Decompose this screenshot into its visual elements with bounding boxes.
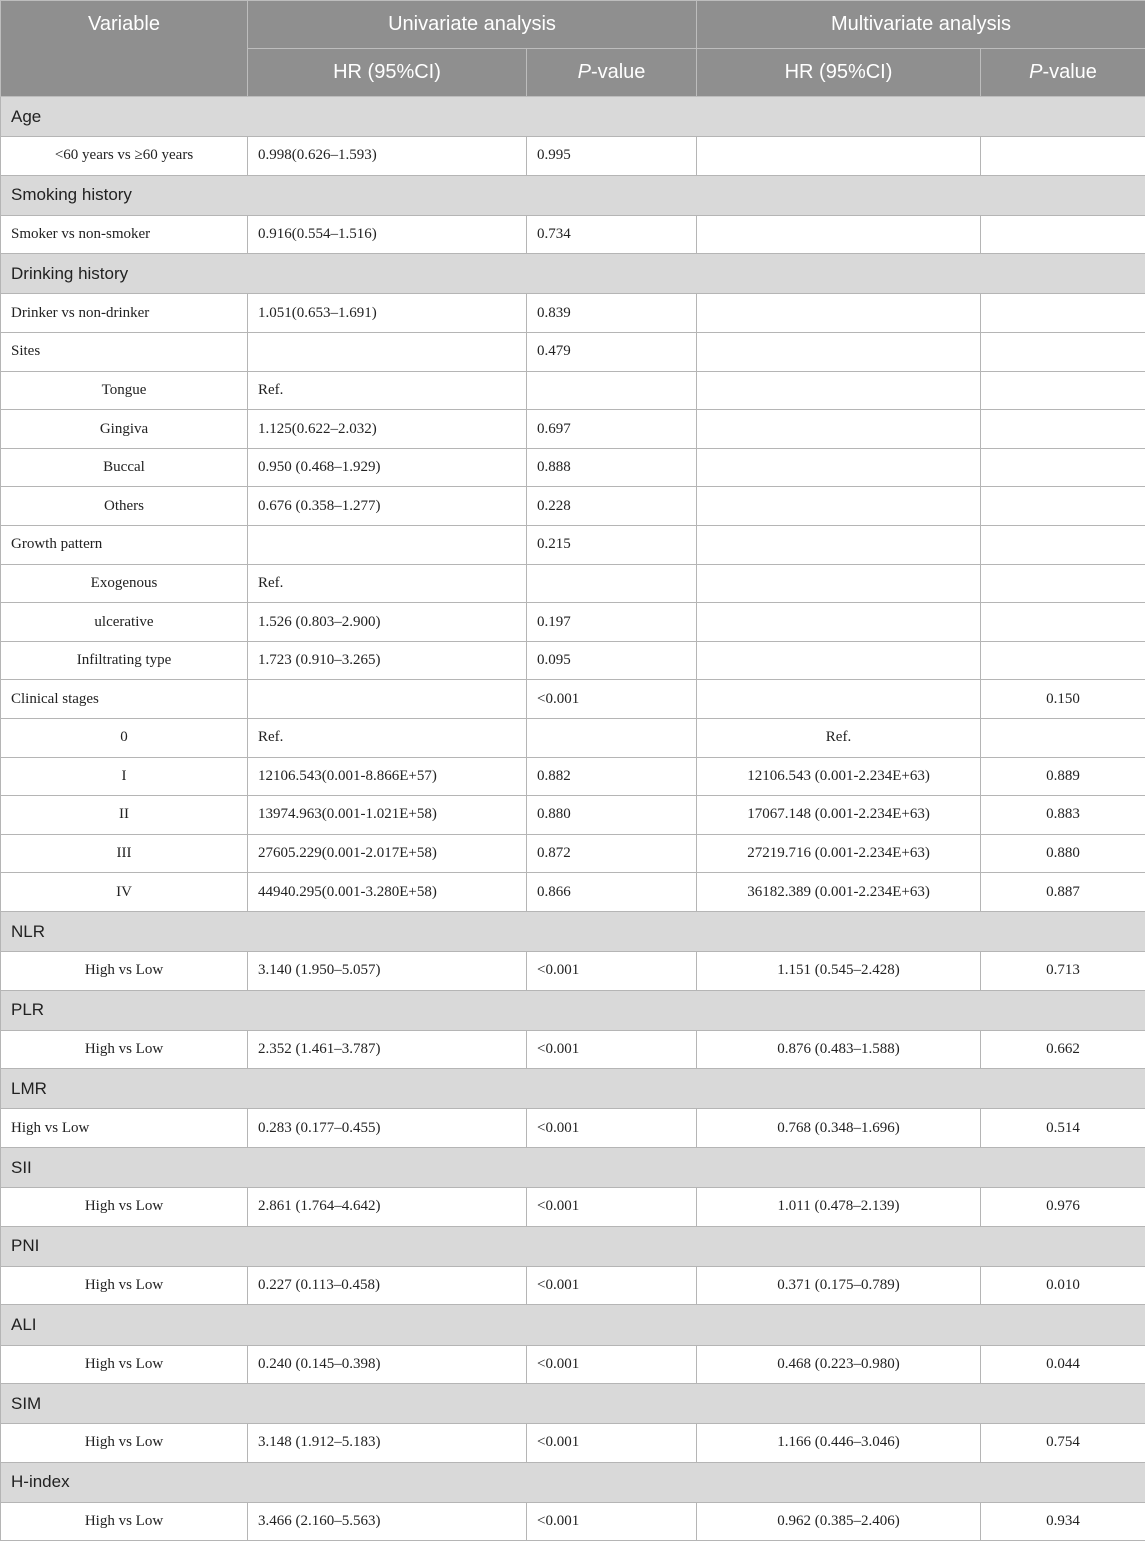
- multivariate-p-cell: [981, 333, 1145, 372]
- multivariate-hr-cell: 1.011 (0.478–2.139): [697, 1188, 981, 1227]
- group-label: Age: [1, 97, 1145, 137]
- variable-cell: II: [1, 796, 248, 835]
- multivariate-hr-cell: [697, 603, 981, 642]
- multivariate-p-header: [981, 49, 1145, 97]
- table-row: [1, 1266, 1145, 1305]
- multivariate-hr-cell: Ref.: [697, 719, 981, 758]
- univariate-p-cell: <0.001: [527, 1030, 697, 1069]
- multivariate-p-cell: [981, 410, 1145, 449]
- univariate-hr-cell: 2.861 (1.764–4.642): [248, 1188, 527, 1227]
- table-row: [1, 137, 1145, 176]
- univariate-p-cell: 0.872: [527, 834, 697, 873]
- table-row: [1, 333, 1145, 372]
- variable-cell: III: [1, 834, 248, 873]
- table-row: [1, 796, 1145, 835]
- variable-cell: Smoker vs non-smoker: [1, 215, 248, 254]
- table-row: [1, 564, 1145, 603]
- multivariate-p-cell: 0.150: [981, 680, 1145, 719]
- multivariate-p-cell: [981, 371, 1145, 410]
- multivariate-p-cell: 0.010: [981, 1266, 1145, 1305]
- variable-cell: High vs Low: [1, 1188, 248, 1227]
- table-row: [1, 487, 1145, 526]
- variable-cell: High vs Low: [1, 1345, 248, 1384]
- multivariate-hr-cell: 17067.148 (0.001-2.234E+63): [697, 796, 981, 835]
- univariate-p-cell: <0.001: [527, 1424, 697, 1463]
- table-row: [1, 719, 1145, 758]
- univariate-hr-cell: 0.916(0.554–1.516): [248, 215, 527, 254]
- univariate-p-cell: 0.697: [527, 410, 697, 449]
- multivariate-hr-cell: [697, 564, 981, 603]
- variable-cell: <60 years vs ≥60 years: [1, 137, 248, 176]
- multivariate-hr-header: HR (95%CI): [697, 49, 981, 97]
- table-row: [1, 1502, 1145, 1541]
- p-suffix: -value: [590, 61, 646, 83]
- variable-cell: High vs Low: [1, 1109, 248, 1148]
- variable-cell: Buccal: [1, 448, 248, 487]
- multivariate-hr-cell: [697, 487, 981, 526]
- multivariate-hr-cell: [697, 410, 981, 449]
- univariate-hr-cell: Ref.: [248, 719, 527, 758]
- multivariate-hr-cell: 12106.543 (0.001-2.234E+63): [697, 757, 981, 796]
- multivariate-hr-cell: 1.166 (0.446–3.046): [697, 1424, 981, 1463]
- variable-cell: Clinical stages: [1, 680, 248, 719]
- univariate-p-cell: <0.001: [527, 1109, 697, 1148]
- variable-cell: I: [1, 757, 248, 796]
- univariate-hr-cell: 44940.295(0.001-3.280E+58): [248, 873, 527, 912]
- p-italic: P: [1029, 61, 1043, 83]
- table-row: [1, 757, 1145, 796]
- univariate-p-cell: [527, 719, 697, 758]
- univariate-p-cell: 0.882: [527, 757, 697, 796]
- group-label: PNI: [1, 1226, 1145, 1266]
- univariate-p-cell: <0.001: [527, 1188, 697, 1227]
- univariate-p-header: [527, 49, 697, 97]
- group-header-row: [1, 254, 1145, 294]
- multivariate-hr-cell: [697, 526, 981, 565]
- table-row: [1, 526, 1145, 565]
- univariate-p-cell: 0.995: [527, 137, 697, 176]
- multivariate-hr-cell: 0.371 (0.175–0.789): [697, 1266, 981, 1305]
- multivariate-hr-cell: [697, 215, 981, 254]
- multivariate-p-cell: [981, 137, 1145, 176]
- multivariate-hr-cell: [697, 448, 981, 487]
- variable-cell: 0: [1, 719, 248, 758]
- group-header-row: [1, 1305, 1145, 1345]
- multivariate-hr-cell: [697, 371, 981, 410]
- p-italic: P: [577, 61, 591, 83]
- univariate-hr-cell: 27605.229(0.001-2.017E+58): [248, 834, 527, 873]
- multivariate-p-cell: 0.889: [981, 757, 1145, 796]
- group-header-row: [1, 990, 1145, 1030]
- univariate-hr-cell: [248, 333, 527, 372]
- univariate-p-cell: <0.001: [527, 1502, 697, 1541]
- table-row: [1, 603, 1145, 642]
- variable-cell: Drinker vs non-drinker: [1, 294, 248, 333]
- univariate-hr-cell: 1.125(0.622–2.032): [248, 410, 527, 449]
- multivariate-p-cell: 0.713: [981, 952, 1145, 991]
- multivariate-p-cell: 0.514: [981, 1109, 1145, 1148]
- table-row: [1, 680, 1145, 719]
- group-header-row: [1, 1148, 1145, 1188]
- multivariate-p-cell: [981, 603, 1145, 642]
- univariate-p-cell: 0.228: [527, 487, 697, 526]
- group-label: H-index: [1, 1462, 1145, 1502]
- univariate-hr-cell: 3.148 (1.912–5.183): [248, 1424, 527, 1463]
- variable-column-header: Variable: [1, 1, 248, 97]
- group-header-row: [1, 1384, 1145, 1424]
- multivariate-p-cell: 0.887: [981, 873, 1145, 912]
- multivariate-p-cell: [981, 526, 1145, 565]
- variable-cell: High vs Low: [1, 1424, 248, 1463]
- group-label: ALI: [1, 1305, 1145, 1345]
- table-row: [1, 1188, 1145, 1227]
- multivariate-p-cell: [981, 719, 1145, 758]
- univariate-p-cell: 0.197: [527, 603, 697, 642]
- univariate-hr-cell: 0.950 (0.468–1.929): [248, 448, 527, 487]
- variable-cell: Infiltrating type: [1, 641, 248, 680]
- univariate-p-cell: 0.888: [527, 448, 697, 487]
- univariate-hr-cell: 2.352 (1.461–3.787): [248, 1030, 527, 1069]
- univariate-header: Univariate analysis: [248, 1, 697, 49]
- univariate-hr-cell: Ref.: [248, 371, 527, 410]
- univariate-hr-cell: 0.998(0.626–1.593): [248, 137, 527, 176]
- univariate-hr-cell: 3.140 (1.950–5.057): [248, 952, 527, 991]
- table-row: [1, 1030, 1145, 1069]
- multivariate-p-cell: [981, 448, 1145, 487]
- group-header-row: [1, 1069, 1145, 1109]
- group-header-row: [1, 1462, 1145, 1502]
- multivariate-p-cell: 0.754: [981, 1424, 1145, 1463]
- univariate-hr-cell: 1.723 (0.910–3.265): [248, 641, 527, 680]
- table-row: [1, 873, 1145, 912]
- multivariate-p-cell: 0.880: [981, 834, 1145, 873]
- univariate-hr-cell: 0.227 (0.113–0.458): [248, 1266, 527, 1305]
- univariate-hr-cell: 13974.963(0.001-1.021E+58): [248, 796, 527, 835]
- multivariate-p-cell: 0.934: [981, 1502, 1145, 1541]
- table-row: [1, 641, 1145, 680]
- univariate-hr-cell: [248, 680, 527, 719]
- variable-cell: High vs Low: [1, 952, 248, 991]
- multivariate-p-cell: [981, 215, 1145, 254]
- univariate-hr-cell: [248, 526, 527, 565]
- variable-cell: IV: [1, 873, 248, 912]
- univariate-p-cell: 0.479: [527, 333, 697, 372]
- multivariate-hr-cell: 0.876 (0.483–1.588): [697, 1030, 981, 1069]
- group-label: SIM: [1, 1384, 1145, 1424]
- group-header-row: [1, 175, 1145, 215]
- univariate-p-cell: <0.001: [527, 1266, 697, 1305]
- p-suffix: -value: [1042, 61, 1097, 83]
- multivariate-hr-cell: 27219.716 (0.001-2.234E+63): [697, 834, 981, 873]
- univariate-hr-cell: 12106.543(0.001-8.866E+57): [248, 757, 527, 796]
- multivariate-p-cell: 0.044: [981, 1345, 1145, 1384]
- table-row: [1, 834, 1145, 873]
- univariate-hr-cell: 1.051(0.653–1.691): [248, 294, 527, 333]
- univariate-hr-cell: 0.240 (0.145–0.398): [248, 1345, 527, 1384]
- univariate-hr-cell: 0.676 (0.358–1.277): [248, 487, 527, 526]
- multivariate-hr-cell: [697, 333, 981, 372]
- group-header-row: [1, 97, 1145, 137]
- group-header-row: [1, 1226, 1145, 1266]
- table-row: [1, 371, 1145, 410]
- univariate-p-cell: 0.215: [527, 526, 697, 565]
- group-label: LMR: [1, 1069, 1145, 1109]
- univariate-p-cell: <0.001: [527, 952, 697, 991]
- univariate-p-cell: [527, 371, 697, 410]
- univariate-p-cell: <0.001: [527, 680, 697, 719]
- table-row: [1, 1109, 1145, 1148]
- variable-cell: Tongue: [1, 371, 248, 410]
- multivariate-hr-cell: [697, 680, 981, 719]
- univariate-p-cell: 0.880: [527, 796, 697, 835]
- variable-cell: High vs Low: [1, 1266, 248, 1305]
- multivariate-p-cell: 0.976: [981, 1188, 1145, 1227]
- multivariate-hr-cell: [697, 294, 981, 333]
- table-body: [1, 97, 1145, 1541]
- variable-cell: High vs Low: [1, 1030, 248, 1069]
- multivariate-hr-cell: 1.151 (0.545–2.428): [697, 952, 981, 991]
- multivariate-hr-cell: 36182.389 (0.001-2.234E+63): [697, 873, 981, 912]
- univariate-p-cell: <0.001: [527, 1345, 697, 1384]
- multivariate-p-cell: [981, 294, 1145, 333]
- univariate-hr-cell: 0.283 (0.177–0.455): [248, 1109, 527, 1148]
- multivariate-p-cell: 0.662: [981, 1030, 1145, 1069]
- table-row: [1, 952, 1145, 991]
- univariate-p-cell: 0.734: [527, 215, 697, 254]
- multivariate-p-cell: [981, 641, 1145, 680]
- univariate-p-cell: [527, 564, 697, 603]
- multivariate-hr-cell: 0.962 (0.385–2.406): [697, 1502, 981, 1541]
- variable-cell: High vs Low: [1, 1502, 248, 1541]
- multivariate-hr-cell: [697, 641, 981, 680]
- univariate-p-cell: 0.839: [527, 294, 697, 333]
- group-label: Smoking history: [1, 175, 1145, 215]
- multivariate-p-cell: 0.883: [981, 796, 1145, 835]
- group-label: SII: [1, 1148, 1145, 1188]
- univariate-hr-header: HR (95%CI): [248, 49, 527, 97]
- multivariate-hr-cell: 0.468 (0.223–0.980): [697, 1345, 981, 1384]
- table-header: [1, 1, 1145, 97]
- variable-cell: Gingiva: [1, 410, 248, 449]
- variable-cell: Exogenous: [1, 564, 248, 603]
- group-header-row: [1, 911, 1145, 951]
- multivariate-p-cell: [981, 564, 1145, 603]
- table-row: [1, 448, 1145, 487]
- group-label: PLR: [1, 990, 1145, 1030]
- variable-cell: Others: [1, 487, 248, 526]
- univariate-hr-cell: 1.526 (0.803–2.900): [248, 603, 527, 642]
- group-label: Drinking history: [1, 254, 1145, 294]
- table-row: [1, 294, 1145, 333]
- multivariate-header: Multivariate analysis: [697, 1, 1145, 49]
- group-label: NLR: [1, 911, 1145, 951]
- table-row: [1, 1424, 1145, 1463]
- univariate-p-cell: 0.866: [527, 873, 697, 912]
- univariate-hr-cell: 3.466 (2.160–5.563): [248, 1502, 527, 1541]
- variable-cell: Growth pattern: [1, 526, 248, 565]
- table-row: [1, 410, 1145, 449]
- univariate-hr-cell: Ref.: [248, 564, 527, 603]
- table-row: [1, 215, 1145, 254]
- variable-cell: ulcerative: [1, 603, 248, 642]
- multivariate-p-cell: [981, 487, 1145, 526]
- multivariate-hr-cell: 0.768 (0.348–1.696): [697, 1109, 981, 1148]
- table-row: [1, 1345, 1145, 1384]
- univariate-p-cell: 0.095: [527, 641, 697, 680]
- variable-cell: Sites: [1, 333, 248, 372]
- multivariate-hr-cell: [697, 137, 981, 176]
